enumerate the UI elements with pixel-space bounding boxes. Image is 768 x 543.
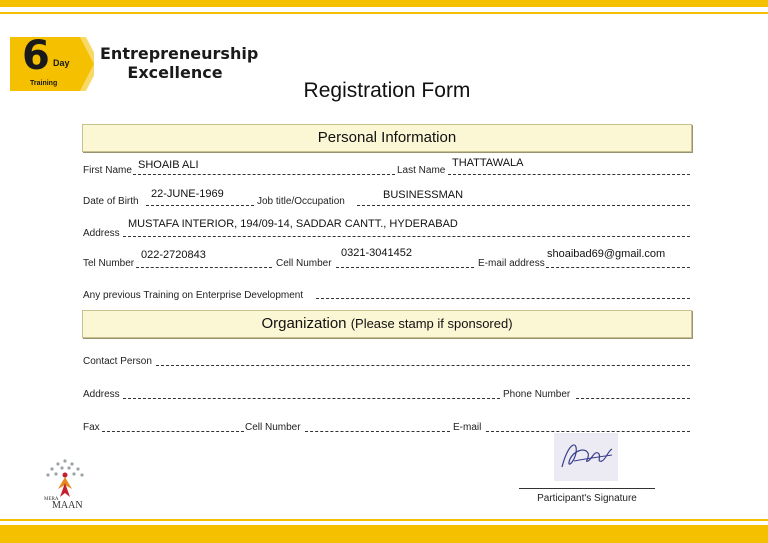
badge-day: Day [53,58,70,68]
first-name-field[interactable]: SHOAIB ALI [138,159,199,171]
org-address-line[interactable] [123,398,500,399]
bottom-accent-bar [0,525,768,543]
tel-field[interactable]: 022-2720843 [141,249,206,261]
job-label: Job title/Occupation [257,196,345,207]
email-label: E-mail address [478,258,545,269]
org-address-label: Address [83,389,120,400]
page-title: Registration Form [303,79,471,102]
org-cell-line[interactable] [305,431,450,432]
signature-label: Participant's Signature [537,493,637,504]
last-name-line [448,174,690,175]
last-name-label: Last Name [397,165,446,176]
brand-line2: Excellence [127,63,223,82]
address-field[interactable]: MUSTAFA INTERIOR, 194/09-14, SADDAR CANTT., HYDERABAD [128,218,458,230]
signature-image [554,433,618,481]
first-name-line [133,174,395,175]
brand-line1: Entrepreneurship [100,44,259,63]
dob-line [146,205,254,206]
fax-line[interactable] [102,431,244,432]
phone-number-line[interactable] [576,398,690,399]
contact-person-line[interactable] [156,365,690,366]
fax-label: Fax [83,422,100,433]
job-line [357,205,690,206]
logo-text-mera: MERA [44,497,59,502]
organization-header [82,310,692,338]
tel-label: Tel Number [83,258,135,269]
last-name-field[interactable]: THATTAWALA [452,157,524,169]
contact-person-label: Contact Person [83,356,152,367]
top-accent-bar [0,0,768,7]
logo-text-maan: MAAN [52,500,83,511]
cell-field[interactable]: 0321-3041452 [341,247,412,259]
bottom-accent-line [0,519,768,521]
badge-number: 6 [22,33,50,79]
org-email-label: E-mail [453,422,482,433]
first-name-label: First Name [83,165,132,176]
personal-info-header [82,124,692,152]
badge-training: Training [30,80,58,87]
org-email-line[interactable] [486,431,690,432]
training-label: Any previous Training on Enterprise Development [83,290,304,301]
cell-line [336,267,474,268]
signature-scribble-icon [554,433,618,481]
dob-field[interactable]: 22-JUNE-1969 [151,188,224,200]
org-cell-label: Cell Number [245,422,301,433]
top-accent-line [0,12,768,14]
brand-title [100,44,259,82]
address-label: Address [83,228,120,239]
cell-label: Cell Number [276,258,332,269]
personal-info-title: Personal Information [317,129,457,146]
dob-label: Date of Birth [83,196,139,207]
email-line [546,267,690,268]
organization-title: Organization [261,315,347,332]
tel-line [136,267,272,268]
address-line [123,236,690,237]
job-field[interactable]: BUSINESSMAN [383,189,464,201]
signature-line [519,488,655,489]
phone-number-label: Phone Number [503,389,571,400]
email-field[interactable]: shoaibad69@gmail.com [547,248,666,260]
training-line[interactable] [316,298,690,299]
organization-note: (Please stamp if sponsored) [350,316,513,331]
